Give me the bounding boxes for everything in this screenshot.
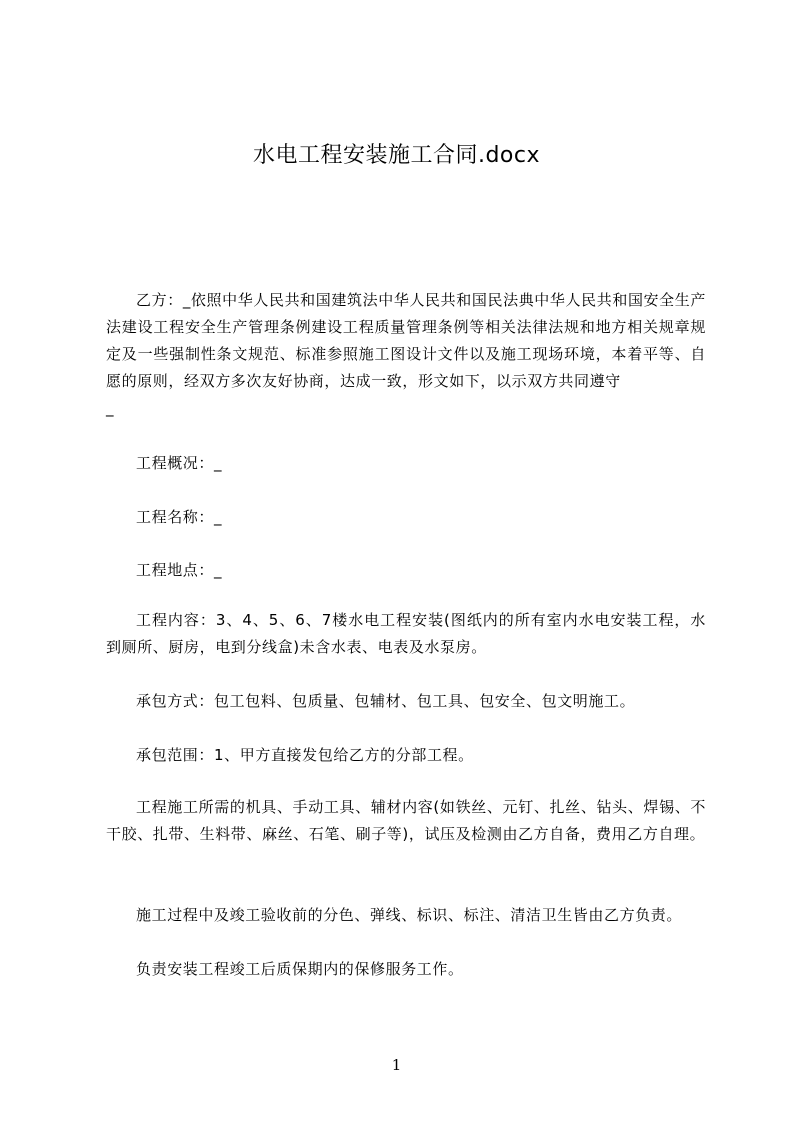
method-line: 承包方式：包工包料、包质量、包辅材、包工具、包安全、包文明施工。 [136, 692, 636, 710]
location-line: 工程地点：_ [136, 561, 223, 579]
scope-line: 承包范围：1、甲方直接发包给乙方的分部工程。 [136, 746, 474, 764]
name-line: 工程名称：_ [136, 508, 223, 526]
warranty-line: 负责安装工程竣工后质保期内的保修服务工作。 [136, 960, 464, 978]
document-title: 水电工程安装施工合同.docx [252, 143, 541, 168]
marking-line: 施工过程中及竣工验收前的分色、弹线、标识、标注、清洁卫生皆由乙方负责。 [136, 906, 683, 924]
intro-tail: _ [106, 399, 115, 417]
overview-line: 工程概况：_ [136, 454, 223, 472]
page-number: 1 [391, 1056, 402, 1074]
tools-paragraph: 工程施工所需的机具、手动工具、辅材内容(如铁丝、元钉、扎丝、钻头、焊锡、不干胶、扎带、生料带、麻丝、石笔、刷子等)，试压及检测由乙方自备，费用乙方自理。 [106, 798, 706, 843]
content-paragraph: 工程内容：3、4、5、6、7楼水电工程安装(图纸内的所有室内水电安装工程，水到厕所、厨房，电到分线盒)未含水表、电表及水泵房。 [106, 611, 706, 656]
intro-paragraph: 乙方：_依照中华人民共和国建筑法中华人民共和国民法典中华人民共和国安全生产法建设工程安全生产管理条例建设工程质量管理条例等相关法律法规和地方相关规章规定及一些强制性条文规范、标准参照施工图设计文件以及施工现场环境，本着平等、自愿的原则，经双方多次友好协商，达成一致，形文如下，以示双方共同遵守 [106, 291, 706, 390]
